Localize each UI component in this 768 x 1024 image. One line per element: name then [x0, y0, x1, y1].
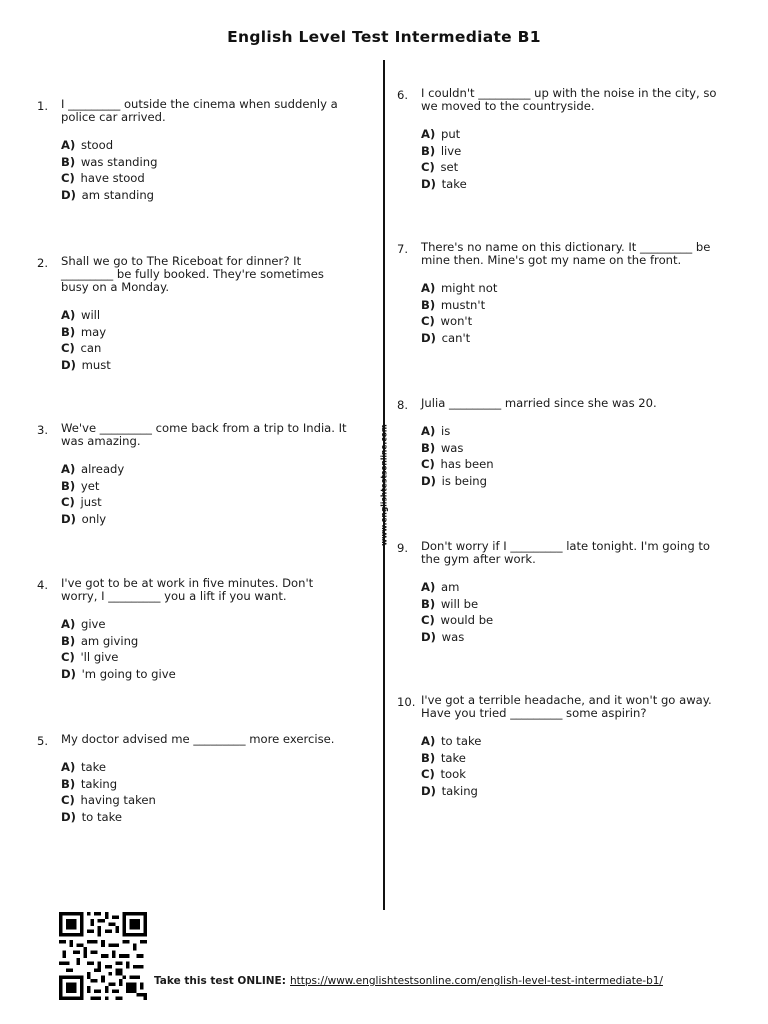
- option-text: only: [81, 511, 107, 526]
- option-d[interactable]: [421, 176, 727, 193]
- option-text: am giving: [80, 633, 139, 648]
- option-b[interactable]: [61, 478, 349, 495]
- option-letter: A): [421, 580, 436, 594]
- question-number: 7.: [397, 242, 409, 256]
- question-text: Julia _________ married since she was 20.: [421, 396, 657, 410]
- option-b[interactable]: [421, 596, 727, 613]
- option-letter: D): [421, 330, 436, 345]
- option-c[interactable]: [61, 792, 349, 809]
- qr-code-icon[interactable]: [59, 912, 147, 1000]
- page-title: English Level Test Intermediate B1: [227, 28, 541, 46]
- question-number: 4.: [37, 578, 49, 592]
- answer-options: [421, 126, 727, 192]
- question-3: [37, 422, 349, 527]
- option-a[interactable]: [421, 126, 727, 143]
- option-letter: C): [421, 767, 435, 781]
- option-text: 'm going to give: [81, 666, 176, 681]
- option-letter: C): [421, 457, 435, 471]
- option-c[interactable]: [421, 313, 727, 330]
- option-letter: D): [421, 176, 436, 191]
- option-b[interactable]: [61, 776, 349, 793]
- question-text: I couldn't _________ up with the noise in the city, so we moved to the countryside.: [421, 86, 717, 113]
- option-text: set: [440, 160, 459, 174]
- option-letter: A): [421, 424, 436, 438]
- option-text: just: [80, 495, 102, 509]
- option-letter: B): [61, 324, 76, 339]
- option-a[interactable]: [421, 579, 727, 596]
- option-d[interactable]: [61, 187, 349, 204]
- option-c[interactable]: [421, 766, 727, 783]
- option-d[interactable]: [61, 666, 349, 683]
- question-text: I've got to be at work in five minutes. Don't worry, I _________ you a lift if you want.: [61, 576, 314, 603]
- answer-options: [61, 137, 349, 203]
- option-text: yet: [80, 478, 100, 493]
- question-text: There's no name on this dictionary. It _________ be mine then. Mine's got my name on the front.: [421, 240, 711, 267]
- question-text: Shall we go to The Riceboat for dinner? It _________ be fully booked. They're sometimes busy on a Monday.: [61, 254, 324, 294]
- option-text: take: [80, 760, 107, 774]
- question-number: 10.: [397, 695, 416, 709]
- option-text: took: [440, 767, 466, 781]
- question-text: My doctor advised me _________ more exercise.: [61, 732, 335, 746]
- option-d[interactable]: [61, 511, 349, 528]
- option-d[interactable]: [421, 629, 727, 646]
- answer-options: [421, 423, 727, 489]
- option-text: mustn't: [440, 297, 486, 312]
- question-number: 8.: [397, 398, 409, 412]
- answer-options: [61, 616, 349, 682]
- option-letter: D): [421, 783, 436, 798]
- option-b[interactable]: [421, 750, 727, 767]
- option-letter: B): [421, 596, 436, 611]
- option-a[interactable]: [61, 137, 349, 154]
- option-b[interactable]: [421, 440, 727, 457]
- option-letter: C): [61, 171, 75, 185]
- option-text: put: [440, 127, 461, 141]
- option-text: have stood: [80, 171, 145, 185]
- option-text: am: [440, 580, 460, 594]
- option-c[interactable]: [61, 649, 349, 666]
- option-b[interactable]: [421, 143, 727, 160]
- option-text: take: [441, 176, 467, 191]
- option-d[interactable]: [421, 783, 727, 800]
- option-text: must: [81, 357, 111, 372]
- option-b[interactable]: [61, 154, 349, 171]
- question-9: [397, 540, 727, 645]
- option-letter: B): [61, 776, 76, 791]
- option-text: was: [440, 440, 464, 455]
- option-b[interactable]: [421, 297, 727, 314]
- option-d[interactable]: [61, 809, 349, 826]
- option-a[interactable]: [61, 759, 349, 776]
- option-text: can: [80, 341, 102, 355]
- option-c[interactable]: [421, 159, 727, 176]
- question-number: 1.: [37, 99, 49, 113]
- option-text: to take: [440, 734, 482, 748]
- question-number: 9.: [397, 541, 409, 555]
- option-a[interactable]: [61, 616, 349, 633]
- option-letter: C): [421, 613, 435, 627]
- option-text: already: [80, 462, 125, 476]
- option-text: taking: [80, 776, 118, 791]
- option-text: is being: [441, 473, 487, 488]
- option-letter: A): [421, 127, 436, 141]
- option-text: to take: [81, 809, 123, 824]
- option-letter: C): [61, 793, 75, 807]
- question-text: Don't worry if I _________ late tonight. I'm going to the gym after work.: [421, 539, 711, 566]
- test-online-link[interactable]: https://www.englishtestsonline.com/english-level-test-intermediate-b1/: [290, 975, 663, 987]
- option-letter: A): [61, 308, 76, 322]
- question-6: [397, 87, 727, 192]
- answer-options: [421, 579, 727, 645]
- option-letter: A): [61, 462, 76, 476]
- option-text: am standing: [81, 187, 155, 202]
- option-text: may: [80, 324, 107, 339]
- option-text: is: [440, 424, 451, 438]
- option-text: will: [80, 308, 101, 322]
- option-letter: B): [421, 750, 436, 765]
- option-text: take: [440, 750, 466, 765]
- option-c[interactable]: [61, 494, 349, 511]
- option-letter: B): [421, 440, 436, 455]
- option-text: live: [440, 143, 462, 158]
- option-letter: B): [61, 478, 76, 493]
- answer-options: [61, 307, 349, 373]
- option-text: might not: [440, 281, 498, 295]
- option-text: taking: [441, 783, 478, 798]
- question-5: [37, 733, 349, 825]
- option-letter: A): [421, 734, 436, 748]
- option-text: can't: [441, 330, 471, 345]
- option-d[interactable]: [421, 330, 727, 347]
- answer-options: [421, 280, 727, 346]
- option-text: will be: [440, 596, 479, 611]
- option-text: won't: [440, 314, 473, 328]
- question-10: [397, 694, 727, 799]
- question-text: I've got a terrible headache, and it won't go away. Have you tried _________ some aspirin?: [421, 693, 712, 720]
- question-text: We've _________ come back from a trip to India. It was amazing.: [61, 421, 347, 448]
- question-number: 6.: [397, 88, 409, 102]
- option-letter: B): [421, 297, 436, 312]
- option-c[interactable]: [61, 170, 349, 187]
- question-4: [37, 577, 349, 682]
- option-text: was: [441, 629, 465, 644]
- option-text: was standing: [80, 154, 158, 169]
- answer-options: [61, 759, 349, 825]
- footer-label: Take this test ONLINE:: [154, 975, 286, 987]
- option-d[interactable]: [421, 473, 727, 490]
- side-watermark-url: www.englishtestsonline.com: [379, 424, 389, 546]
- option-a[interactable]: [421, 423, 727, 440]
- option-letter: D): [61, 666, 76, 681]
- question-number: 3.: [37, 423, 49, 437]
- option-letter: B): [61, 633, 76, 648]
- option-c[interactable]: [421, 456, 727, 473]
- option-c[interactable]: [61, 340, 349, 357]
- answer-options: [61, 461, 349, 527]
- option-text: has been: [440, 457, 494, 471]
- option-text: would be: [440, 613, 494, 627]
- question-8: [397, 397, 727, 489]
- option-letter: C): [61, 341, 75, 355]
- option-letter: C): [61, 495, 75, 509]
- option-letter: A): [61, 617, 76, 631]
- option-letter: C): [421, 314, 435, 328]
- option-letter: A): [61, 760, 76, 774]
- option-letter: D): [61, 511, 76, 526]
- answer-options: [421, 733, 727, 799]
- option-letter: A): [61, 138, 76, 152]
- option-c[interactable]: [421, 612, 727, 629]
- question-2: [37, 255, 349, 373]
- option-letter: D): [421, 629, 436, 644]
- option-letter: D): [61, 187, 76, 202]
- option-b[interactable]: [61, 633, 349, 650]
- option-a[interactable]: [421, 280, 727, 297]
- option-letter: B): [421, 143, 436, 158]
- question-text: I _________ outside the cinema when suddenly a police car arrived.: [61, 97, 338, 124]
- option-b[interactable]: [61, 324, 349, 341]
- question-number: 5.: [37, 734, 49, 748]
- option-letter: C): [61, 650, 75, 664]
- option-letter: D): [61, 357, 76, 372]
- option-text: 'll give: [80, 650, 119, 664]
- option-a[interactable]: [61, 461, 349, 478]
- option-text: having taken: [80, 793, 156, 807]
- option-d[interactable]: [61, 357, 349, 374]
- option-letter: C): [421, 160, 435, 174]
- option-letter: D): [61, 809, 76, 824]
- option-letter: D): [421, 473, 436, 488]
- option-a[interactable]: [61, 307, 349, 324]
- option-a[interactable]: [421, 733, 727, 750]
- option-text: stood: [80, 138, 114, 152]
- option-letter: B): [61, 154, 76, 169]
- question-number: 2.: [37, 256, 49, 270]
- question-7: [397, 241, 727, 346]
- option-text: give: [80, 617, 106, 631]
- question-1: [37, 98, 349, 203]
- option-letter: A): [421, 281, 436, 295]
